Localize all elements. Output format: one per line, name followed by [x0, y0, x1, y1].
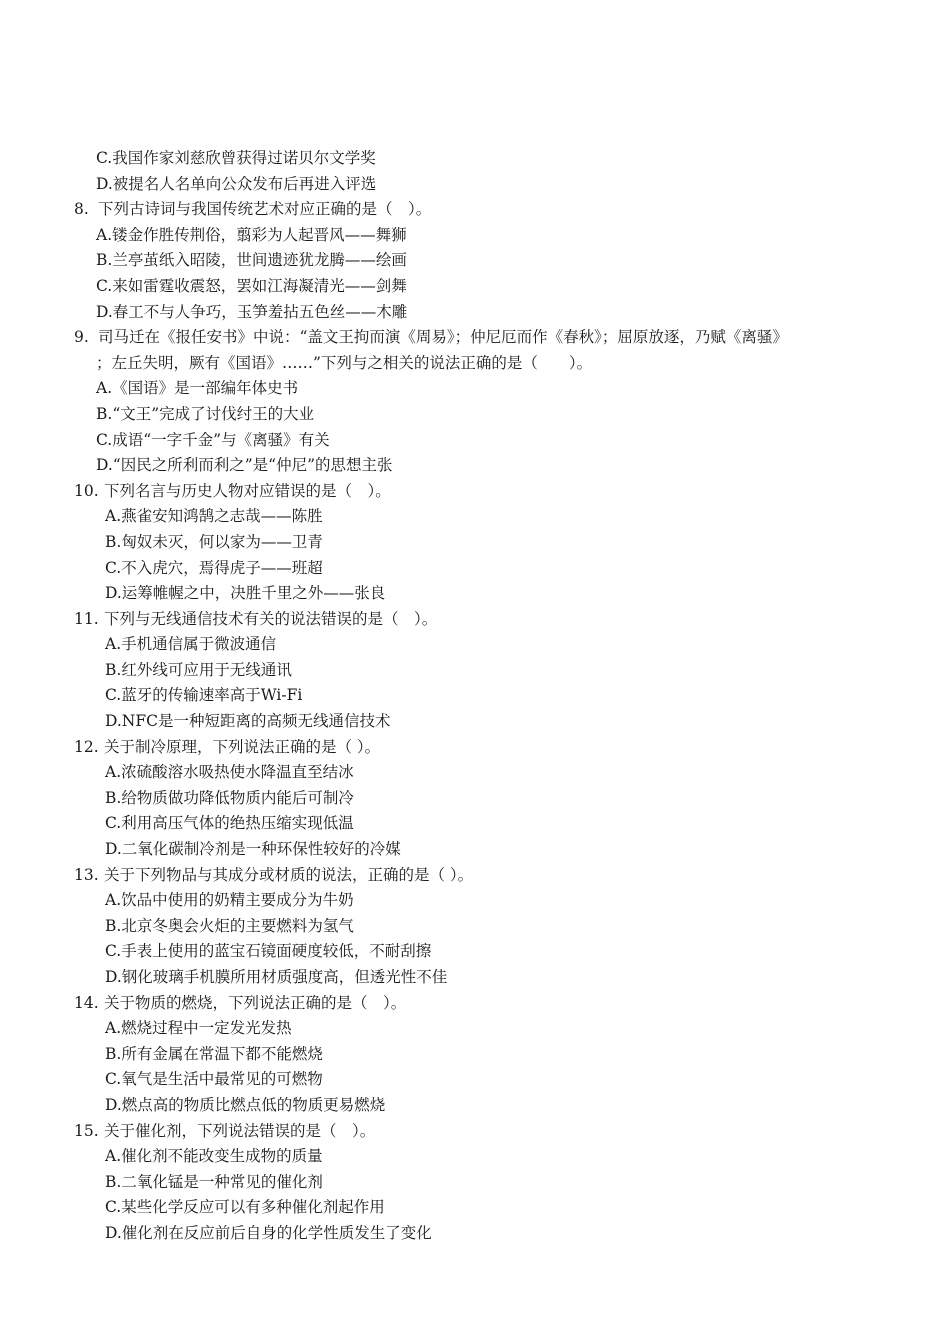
question-14 — [0, 991, 950, 1017]
question-number: 12. — [74, 737, 99, 756]
option-13a: A.饮品中使用的奶精主要成分为牛奶 — [105, 891, 354, 910]
question-number: 9. — [74, 328, 89, 347]
question-number: 13. — [74, 865, 99, 884]
question-8 — [0, 197, 950, 223]
question-9 — [0, 325, 950, 351]
option-15b: B.二氧化锰是一种常见的催化剂 — [105, 1172, 323, 1191]
question-text: 关于物质的燃烧，下列说法正确的是（ ）。 — [104, 993, 407, 1012]
option-15c: C.某些化学反应可以有多种催化剂起作用 — [105, 1198, 385, 1217]
option-8c: C.来如雷霆收震怒，罢如江海凝清光——剑舞 — [96, 276, 407, 295]
question-10 — [0, 479, 950, 505]
option-8b: B.兰亭茧纸入昭陵，世间遗迹犹龙腾——绘画 — [96, 251, 407, 270]
question-number: 11. — [74, 609, 99, 628]
option-12a: A.浓硫酸溶水吸热使水降温直至结冰 — [105, 763, 354, 782]
option-8d: D.春工不与人争巧，玉笋羞拈五色丝——木雕 — [96, 302, 408, 321]
document-page — [0, 146, 950, 1247]
option-10a: A.燕雀安知鸿鹄之志哉——陈胜 — [105, 507, 323, 526]
question-number: 8. — [74, 200, 89, 219]
option-11a: A.手机通信属于微波通信 — [105, 635, 277, 654]
option-8a: A.镂金作胜传荆俗，翦彩为人起晋风——舞狮 — [96, 225, 407, 244]
option-14a: A.燃烧过程中一定发光发热 — [105, 1019, 292, 1038]
question-number: 14. — [74, 993, 99, 1012]
option-9c: C.成语“一字千金”与《离骚》有关 — [96, 430, 330, 449]
option-10d: D.运筹帷幄之中，决胜千里之外——张良 — [105, 584, 386, 603]
question-text: 下列名言与历史人物对应错误的是（ ）。 — [104, 481, 391, 500]
question-text: 下列古诗词与我国传统艺术对应正确的是（ ）。 — [98, 200, 432, 219]
option-10c: C.不入虎穴，焉得虎子——班超 — [105, 558, 323, 577]
option-9a: A.《国语》是一部编年体史书 — [96, 379, 299, 398]
question-text: 关于制冷原理，下列说法正确的是（ ）。 — [104, 737, 381, 756]
option-11c: C.蓝牙的传输速率高于Wi-Fi — [105, 686, 303, 705]
option-7c: C.我国作家刘慈欣曾获得过诺贝尔文学奖 — [96, 149, 376, 167]
option-9b: B.“文王”完成了讨伐纣王的大业 — [96, 404, 315, 423]
option-12d: D.二氧化碳制冷剂是一种环保性较好的冷媒 — [105, 840, 401, 859]
question-11 — [0, 607, 950, 633]
option-9d: D.“因民之所利而利之”是“仲尼”的思想主张 — [96, 456, 393, 475]
question-12 — [0, 735, 950, 761]
option-15d: D.催化剂在反应前后自身的化学性质发生了变化 — [105, 1223, 432, 1242]
question-text: 下列与无线通信技术有关的说法错误的是（ ）。 — [104, 609, 438, 628]
option-15a: A.催化剂不能改变生成物的质量 — [105, 1147, 323, 1166]
option-14b: B.所有金属在常温下都不能燃烧 — [105, 1044, 323, 1063]
option-14d: D.燃点高的物质比燃点低的物质更易燃烧 — [105, 1095, 386, 1114]
option-11d: D.NFC是一种短距离的高频无线通信技术 — [105, 712, 391, 731]
question-number: 10. — [74, 481, 99, 500]
option-14c: C.氧气是生活中最常见的可燃物 — [105, 1070, 323, 1089]
option-13b: B.北京冬奥会火炬的主要燃料为氢气 — [105, 916, 354, 935]
question-13 — [0, 863, 950, 889]
option-13d: D.钢化玻璃手机膜所用材质强度高，但透光性不佳 — [105, 968, 448, 986]
option-10b: B.匈奴未灭，何以家为——卫青 — [105, 532, 323, 551]
question-text: 关于下列物品与其成分或材质的说法，正确的是（ ）。 — [104, 865, 474, 884]
question-number: 15. — [74, 1121, 99, 1140]
option-12c: C.利用高压气体的绝热压缩实现低温 — [105, 814, 354, 833]
option-13c: C.手表上使用的蓝宝石镜面硬度较低，不耐刮擦 — [105, 942, 432, 961]
question-text: 关于催化剂，下列说法错误的是（ ）。 — [104, 1121, 376, 1140]
option-11b: B.红外线可应用于无线通讯 — [105, 660, 292, 679]
question-text: 司马迁在《报任安书》中说：“盖文王拘而演《周易》；仲尼厄而作《春秋》；屈原放逐，乃赋《离骚》 — [98, 328, 788, 347]
option-7d: D.被提名人名单向公众发布后再进入评选 — [96, 174, 377, 193]
question-9-continued: ；左丘失明，厥有《国语》……”下列与之相关的说法正确的是（ ）。 — [96, 353, 593, 372]
option-12b: B.给物质做功降低物质内能后可制冷 — [105, 788, 354, 807]
question-15 — [0, 1119, 950, 1145]
